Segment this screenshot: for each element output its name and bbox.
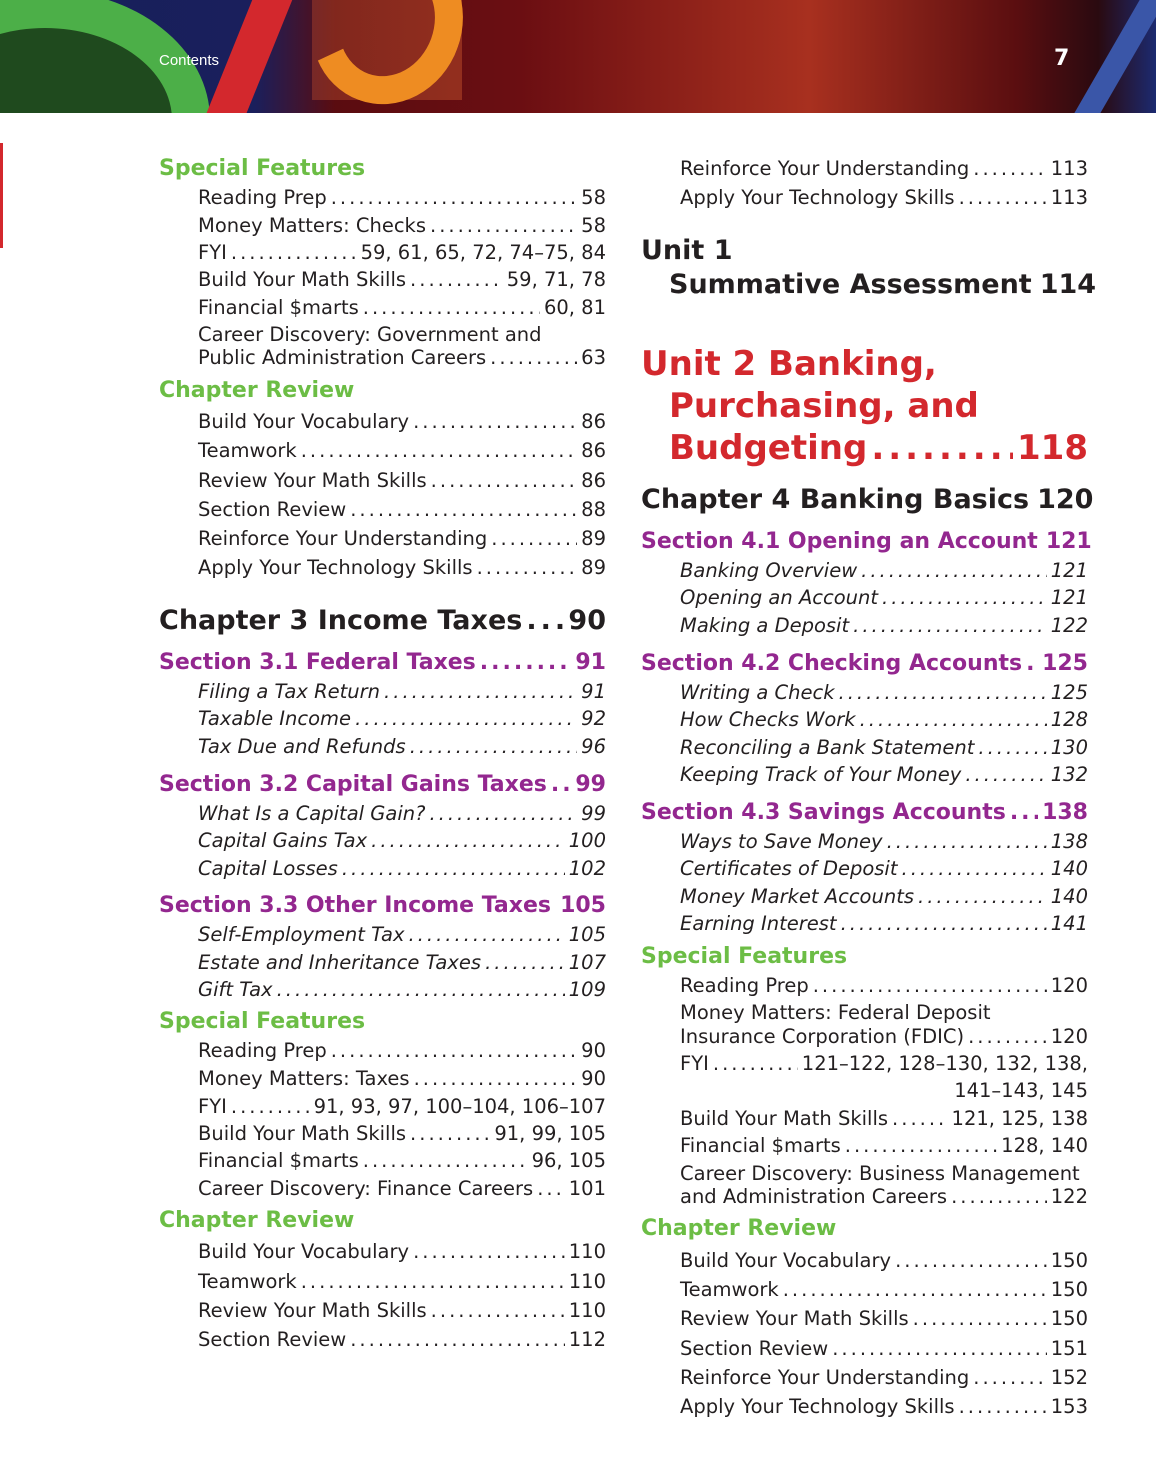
dot-leader [555,891,556,921]
dot-leader [895,1247,1047,1274]
toc-entry [680,1305,1088,1332]
entry-title: Build Your Math Skills [680,1106,889,1130]
section-heading [641,798,1088,828]
entry-title: Section Review [680,1336,829,1360]
toc-entry [680,584,1088,611]
entry-title: Section 3.3 Other Income Taxes [159,893,551,918]
entry-title: Review Your Math Skills [198,468,427,492]
entry-title: Reinforce Your Understanding [680,1365,970,1389]
toc-entry [680,1023,1088,1050]
page-reference: 125 [1050,680,1088,704]
entry-title: Money Matters: Federal Deposit [680,1000,991,1024]
dot-leader [413,1238,565,1265]
dot-leader [783,1276,1047,1303]
page-reference: 150 [1050,1248,1088,1272]
entry-title: Career Discovery: Business Management [680,1161,1080,1185]
toc-entry [198,976,606,1003]
entry-title: Financial $marts [680,1133,841,1157]
entry-title: Teamwork [680,1277,779,1301]
entry-title: FYI [680,1051,709,1075]
toc-entry [198,1120,606,1147]
header-banner [0,0,1156,113]
entry-title: Section Review [198,497,347,521]
dot-leader [973,1364,1047,1391]
feature-heading [159,1007,365,1037]
toc-entry [680,761,1088,788]
dot-leader [853,612,1047,639]
toc-entry [198,212,606,239]
entry-title: Taxable Income [198,706,352,730]
page-reference: 121 [1050,558,1088,582]
dot-leader [551,770,572,800]
entry-title: Section 4.3 Savings Accounts [641,800,1006,825]
dot-leader [301,1268,565,1295]
entry-title: Insurance Corporation (FDIC) [680,1024,965,1048]
toc-entry [198,525,606,552]
unit-heading [669,384,979,428]
entry-title: Financial $marts [198,1148,359,1172]
entry-title: Apply Your Technology Skills [680,185,955,209]
entry-title: Reading Prep [198,185,327,209]
page-reference: 118 [1017,428,1088,468]
toc-entry [198,408,606,435]
entry-title: Unit 2 Banking, [641,344,937,384]
page-reference: 112 [568,1327,606,1351]
entry-title: Unit 1 [641,235,733,266]
entry-title: Self-Employment Tax [198,922,405,946]
entry-title: Money Matters: Checks [198,213,427,237]
margin-marker [0,143,3,248]
toc-entry [680,184,1088,211]
entry-title: Keeping Track of Your Money [680,762,962,786]
entry-title: Estate and Inheritance Taxes [198,950,482,974]
toc-entry [680,1050,1088,1077]
page-reference: 59, 71, 78 [506,267,606,291]
entry-title: Chapter 3 Income Taxes [159,605,523,636]
toc-entry [198,855,606,882]
dot-leader [965,761,1046,788]
section-heading [159,648,606,678]
page-reference: 120 [1037,484,1094,515]
unit-heading [669,267,1097,303]
page-reference: 141 [1050,911,1088,935]
page-reference: 96, 105 [531,1148,606,1172]
page-reference: 128 [1050,707,1088,731]
dot-leader [968,1023,1047,1050]
chapter-heading [159,603,606,639]
page-reference: 99 [581,801,606,825]
dot-leader [231,239,357,266]
page-reference: 110 [568,1298,606,1322]
toc-entry [198,294,606,321]
entry-title: Filing a Tax Return [198,679,381,703]
toc-entry [198,467,606,494]
page-reference: 132 [1050,762,1088,786]
dot-leader [892,1105,948,1132]
toc-entry [680,612,1088,639]
entry-title: Ways to Save Money [680,829,883,853]
page-reference: 114 [1039,269,1097,300]
entry-title: Build Your Math Skills [198,1121,407,1145]
feature-heading [641,942,847,972]
page-reference: 101 [568,1176,606,1200]
entry-title: and Administration Careers [680,1184,948,1208]
page-reference: 140 [1050,856,1088,880]
toc-entry [680,828,1088,855]
page-reference: 153 [1050,1394,1088,1418]
toc-entry [680,1364,1088,1391]
section-heading [159,891,606,921]
toc-entry [198,678,606,705]
entry-title: Capital Gains Tax [198,828,368,852]
dot-leader [526,603,564,639]
entry-title: Career Discovery: Government and [198,322,542,346]
entry-title: Reinforce Your Understanding [198,526,488,550]
entry-title: Apply Your Technology Skills [680,1394,955,1418]
toc-entry [680,910,1088,937]
feature-heading [159,154,365,184]
entry-title: Review Your Math Skills [198,1298,427,1322]
page-reference: 102 [568,856,606,880]
toc-entry [198,554,606,581]
toc-entry [198,1297,606,1324]
feature-heading [641,1214,836,1244]
toc-entry [198,1326,606,1353]
toc-entry [680,155,1088,182]
entry-title: Build Your Vocabulary [198,409,410,433]
page-reference: 110 [568,1269,606,1293]
page-reference: 138 [1042,800,1088,825]
page-reference: 140 [1050,884,1088,908]
dot-leader [973,155,1047,182]
unit-heading [669,426,1088,470]
page-reference: 151 [1050,1336,1088,1360]
toc-entry [198,827,606,854]
dot-leader [490,344,577,371]
dot-leader [363,1147,528,1174]
toc-entry [198,921,606,948]
page-reference: 63 [581,345,606,369]
dot-leader [430,212,577,239]
page-reference: 128, 140 [1001,1133,1088,1157]
entry-title: Section 3.1 Federal Taxes [159,650,476,675]
entry-title: Reading Prep [198,1038,327,1062]
toc-entry [198,1147,606,1174]
toc-entry [198,239,606,266]
dot-leader [860,706,1047,733]
dot-leader [477,554,578,581]
feature-heading [159,376,354,406]
page-reference: 86 [581,409,606,433]
entry-title: Build Your Vocabulary [680,1248,892,1272]
toc-entry [198,1093,606,1120]
toc-entry [680,734,1088,761]
page-reference: 121–122, 128–130, 132, 138, [801,1051,1088,1075]
page-reference: 150 [1050,1306,1088,1330]
toc-entry [198,184,606,211]
entry-title: Special Features [159,1009,366,1034]
section-heading [159,770,606,800]
dot-leader [978,734,1046,761]
dot-leader [841,910,1047,937]
page-reference: 125 [1042,651,1088,676]
dot-leader [918,883,1047,910]
entry-title: Gift Tax [198,977,273,1001]
toc-entry [198,733,606,760]
dot-leader [913,1305,1047,1332]
dot-leader [959,1393,1047,1420]
dot-leader [1010,798,1038,828]
toc-entry [680,855,1088,882]
entry-title: Chapter Review [159,378,355,403]
page-reference: 121, 125, 138 [951,1106,1088,1130]
decorative-blue-stripe [1059,0,1156,113]
entry-title: Public Administration Careers [198,345,487,369]
page-reference: 152 [1050,1365,1088,1389]
toc-entry [680,999,991,1026]
entry-title: Review Your Math Skills [680,1306,909,1330]
entry-title: Tax Due and Refunds [198,734,406,758]
page-reference: 105 [560,893,606,918]
dot-leader [231,1093,310,1120]
dot-leader [491,525,577,552]
page-reference: 105 [568,922,606,946]
toc-entry [198,496,606,523]
dot-leader [331,184,577,211]
entry-title: Apply Your Technology Skills [198,555,473,579]
toc-entry [680,1276,1088,1303]
entry-title: Financial $marts [198,295,359,319]
page-reference: 90 [568,605,606,636]
entry-title: Section 4.1 Opening an Account [641,529,1038,554]
toc-entry [680,1105,1088,1132]
dot-leader [429,800,577,827]
toc-entry [680,1183,1088,1210]
section-heading [641,649,1088,679]
dot-leader [277,976,565,1003]
page-reference: 113 [1050,156,1088,180]
toc-entry [198,1037,606,1064]
page-reference: 110 [568,1239,606,1263]
dot-leader [845,1132,997,1159]
dot-leader [832,1335,1047,1362]
page-reference: 59, 61, 65, 72, 74–75, 84 [360,240,606,264]
entry-title: FYI [198,1094,227,1118]
page-number: 7 [1054,46,1070,71]
page-reference: 120 [1050,973,1088,997]
page-reference: 138 [1050,829,1088,853]
page-reference: 58 [581,213,606,237]
dot-leader [410,266,503,293]
dot-leader [342,855,565,882]
page-reference: 92 [581,706,606,730]
page-reference: 141–143, 145 [954,1078,1088,1102]
page-reference: 91 [575,650,606,675]
entry-title: Chapter 4 Banking Basics [641,484,1030,515]
entry-title: Reconciling a Bank Statement [680,735,975,759]
entry-title: Special Features [159,156,366,181]
dot-leader [813,972,1047,999]
entry-title: Summative Assessment [669,269,1032,300]
dot-leader [301,437,577,464]
section-heading [641,527,1092,557]
toc-entry [198,344,606,371]
entry-title: Special Features [641,944,848,969]
toc-entry [680,1393,1088,1420]
dot-leader [1026,649,1038,679]
entry-title: Banking Overview [680,558,858,582]
entry-title: Money Market Accounts [680,884,915,908]
page-reference: 109 [568,977,606,1001]
unit-heading [641,342,937,386]
toc-entry [198,266,606,293]
dot-leader [410,733,577,760]
page-reference: 90 [581,1038,606,1062]
dot-leader [363,294,540,321]
feature-heading [159,1206,354,1236]
page-reference: 86 [581,468,606,492]
dot-leader [408,921,564,948]
page-reference: 90 [581,1066,606,1090]
entry-title: Teamwork [198,1269,297,1293]
page-reference: 91 [581,679,606,703]
page-reference: 89 [581,526,606,550]
toc-entry [680,1335,1088,1362]
entry-title: Writing a Check [680,680,835,704]
dot-leader [839,679,1047,706]
entry-title: Reinforce Your Understanding [680,156,970,180]
chapter-heading [641,482,1094,518]
entry-title: Purchasing, and [669,386,979,426]
entry-title: Capital Losses [198,856,338,880]
toc-entry [680,706,1088,733]
entry-title: Opening an Account [680,585,879,609]
dot-leader [882,584,1047,611]
toc-entry [680,679,1088,706]
entry-title: Budgeting [669,428,868,468]
dot-leader [371,827,565,854]
page-reference: 121 [1050,585,1088,609]
entry-title: Certificates of Deposit [680,856,898,880]
entry-title: What Is a Capital Gain? [198,801,426,825]
page-reference: 86 [581,438,606,462]
running-header-title: Contents [159,52,220,69]
dot-leader [485,949,565,976]
page-reference: 96 [581,734,606,758]
toc-entry [198,1238,606,1265]
dot-leader [871,426,1013,470]
page-reference: 107 [568,950,606,974]
entry-title: Career Discovery: Finance Careers [198,1176,534,1200]
toc-entry [198,437,606,464]
dot-leader [350,1326,565,1353]
page-reference: 58 [581,185,606,209]
toc-entry [198,800,606,827]
entry-title: Build Your Vocabulary [198,1239,410,1263]
entry-title: Money Matters: Taxes [198,1066,410,1090]
dot-leader [480,648,572,678]
dot-leader [713,1050,798,1077]
page-reference: 121 [1045,529,1092,554]
dot-leader [414,1065,578,1092]
page-reference: 89 [581,555,606,579]
page-reference: 130 [1050,735,1088,759]
dot-leader [410,1120,490,1147]
toc-entry [680,972,1088,999]
entry-title: How Checks Work [680,707,856,731]
dot-leader [355,705,577,732]
dot-leader [331,1037,577,1064]
toc-entry-continuation [680,1077,1088,1104]
entry-title: Section 4.2 Checking Accounts [641,651,1023,676]
dot-leader [431,1297,565,1324]
toc-entry [198,949,606,976]
toc-entry [680,1247,1088,1274]
dot-leader [413,408,577,435]
entry-title: Section Review [198,1327,347,1351]
entry-title: Build Your Math Skills [198,267,407,291]
page-reference: 113 [1050,185,1088,209]
toc-entry [680,557,1088,584]
dot-leader [431,467,578,494]
dot-leader [537,1175,565,1202]
page-reference: 120 [1050,1024,1088,1048]
toc-entry [680,1132,1088,1159]
page-reference: 91, 99, 105 [494,1121,606,1145]
dot-leader [951,1183,1047,1210]
page-reference: 150 [1050,1277,1088,1301]
dot-leader [959,184,1047,211]
dot-leader [902,855,1047,882]
toc-entry [198,1268,606,1295]
page-reference: 60, 81 [543,295,606,319]
entry-title: Reading Prep [680,973,809,997]
toc-entry [680,883,1088,910]
entry-title: Earning Interest [680,911,837,935]
entry-title: FYI [198,240,227,264]
toc-entry [198,1175,606,1202]
entry-title: Teamwork [198,438,297,462]
page-reference: 99 [575,772,606,797]
toc-entry [198,705,606,732]
page-reference: 100 [568,828,606,852]
page-reference: 88 [581,497,606,521]
dot-leader [887,828,1047,855]
unit-heading [641,233,733,269]
dot-leader [861,557,1047,584]
page-reference: 122 [1050,613,1088,637]
page-reference: 91, 93, 97, 100–104, 106–107 [313,1094,606,1118]
entry-title: Section 3.2 Capital Gains Taxes [159,772,547,797]
entry-title: Chapter Review [159,1208,355,1233]
dot-leader [384,678,577,705]
page-reference: 122 [1050,1184,1088,1208]
toc-entry [198,1065,606,1092]
entry-title: Chapter Review [641,1216,837,1241]
dot-leader [350,496,577,523]
entry-title: Making a Deposit [680,613,850,637]
